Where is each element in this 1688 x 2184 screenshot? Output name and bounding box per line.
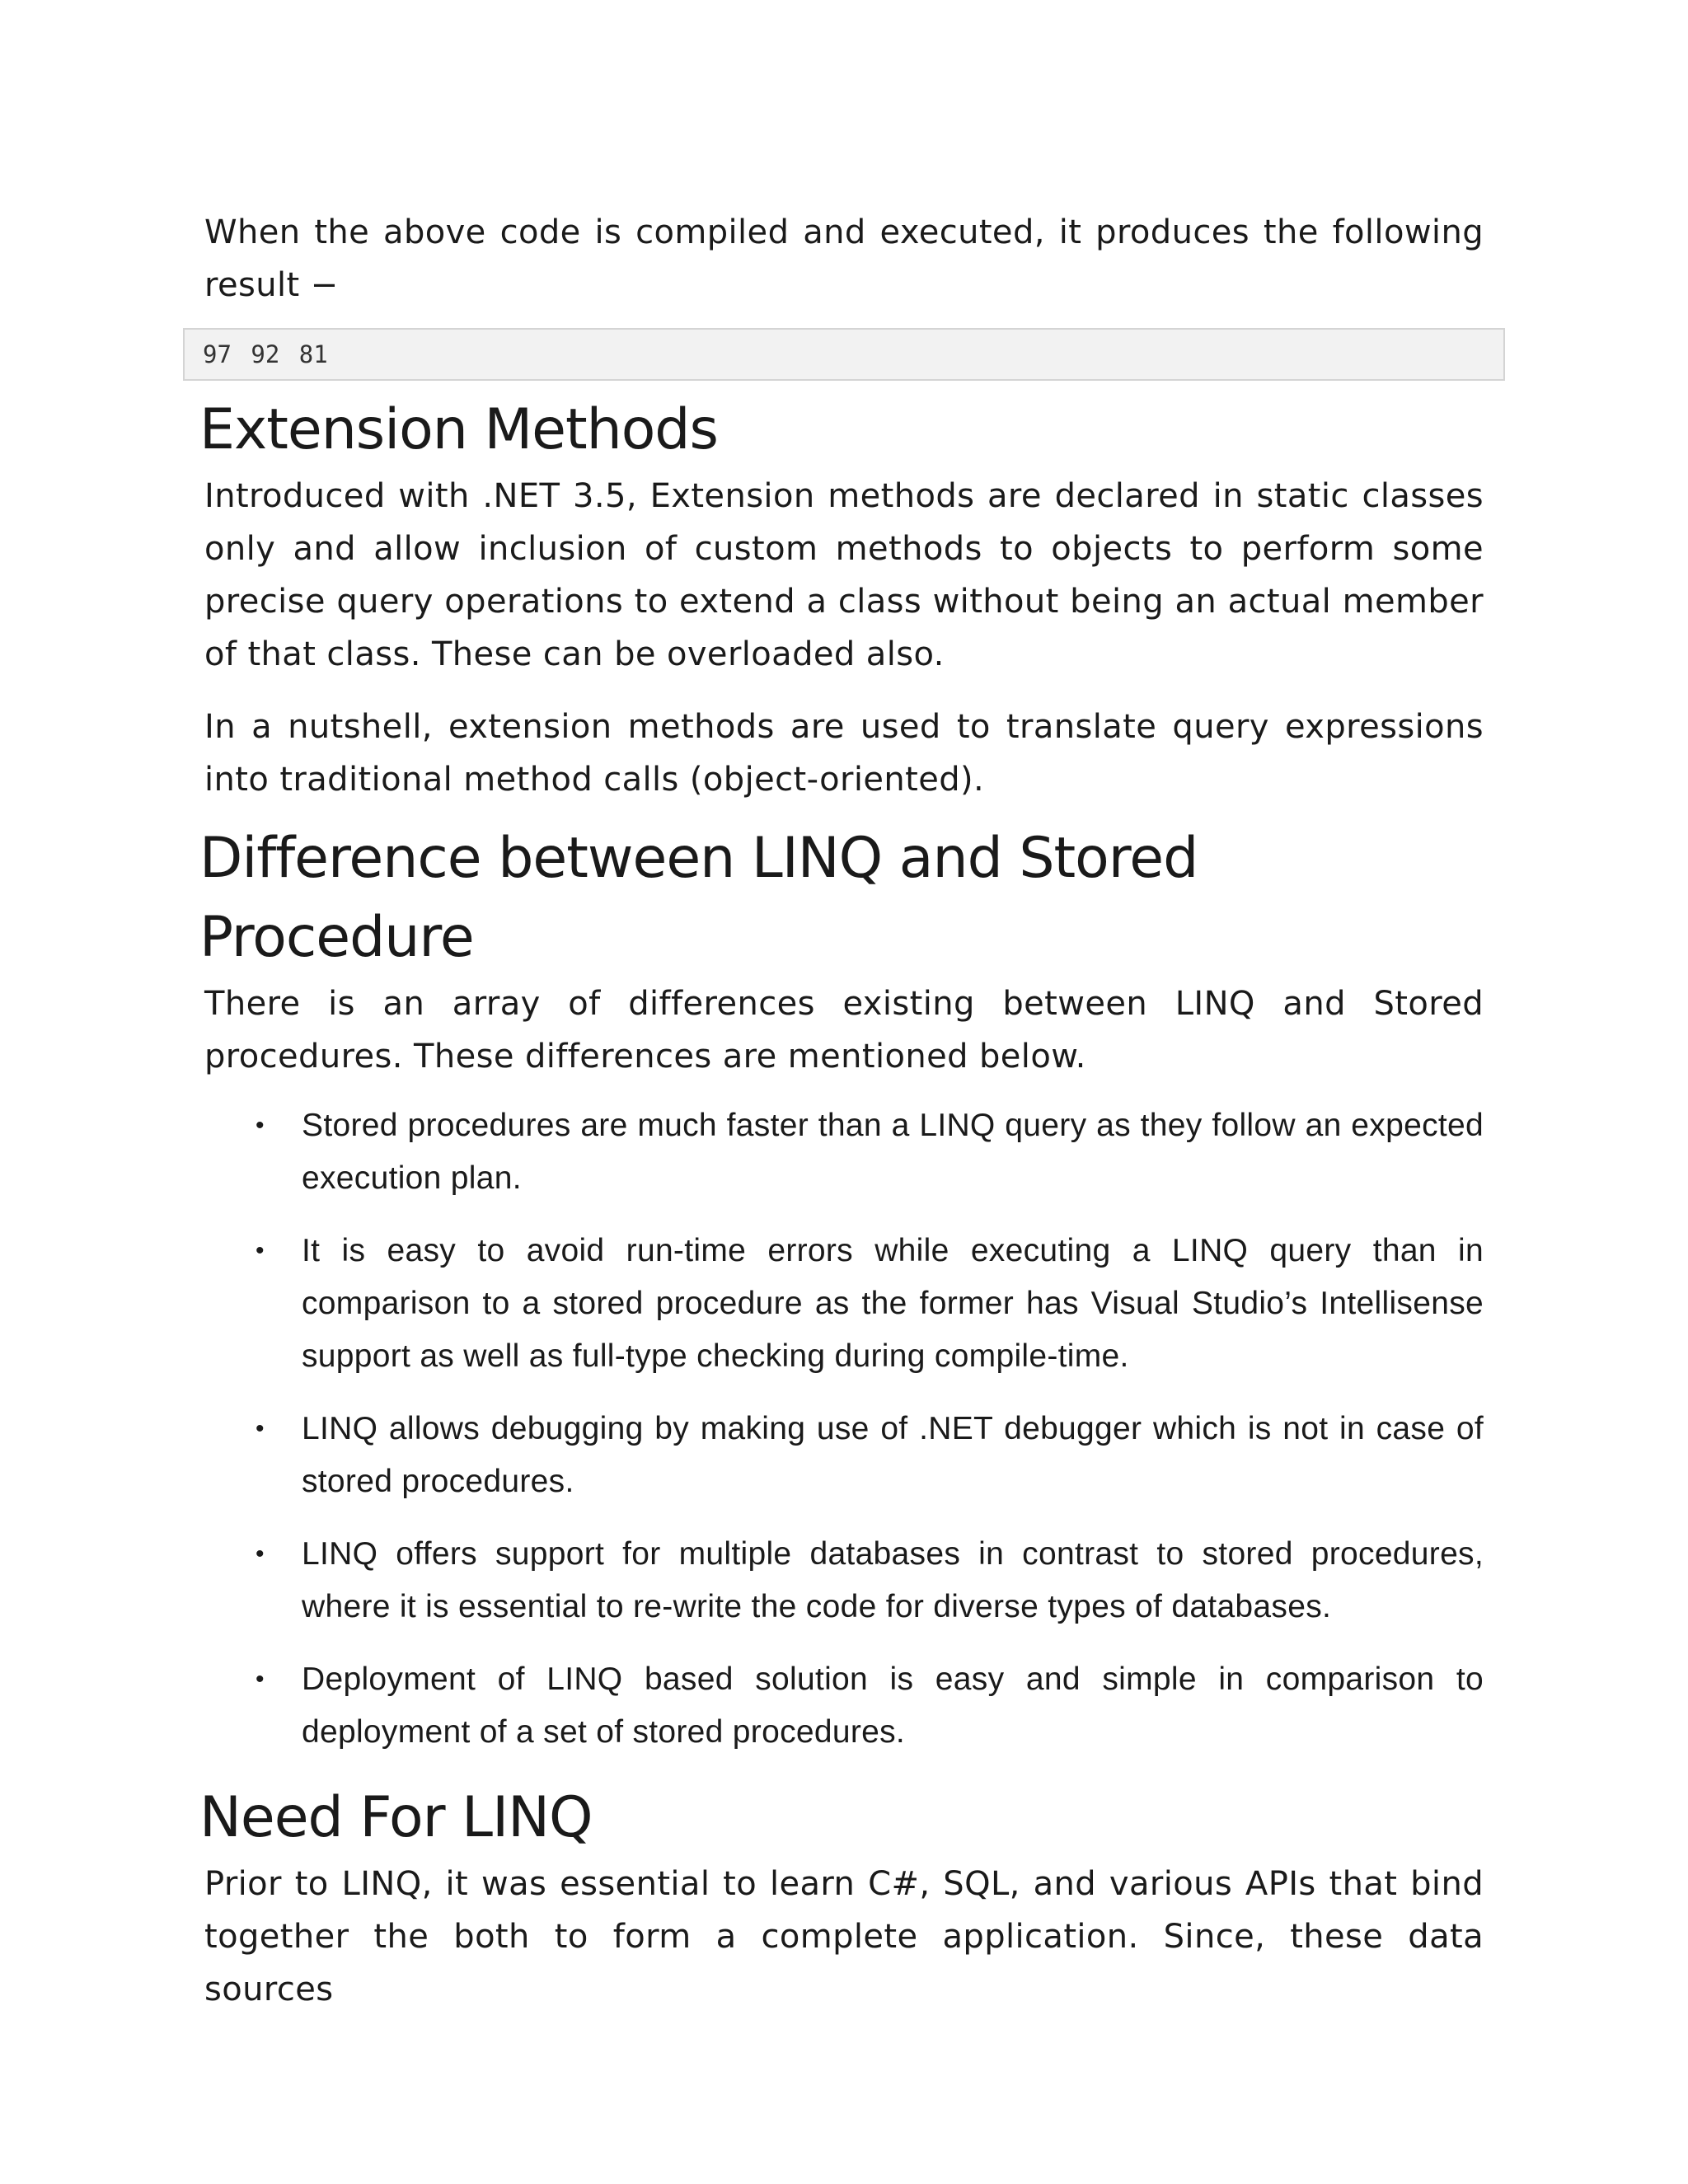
extension-methods-paragraph-1: Introduced with .NET 3.5, Extension methods are declared in static classes only and allow inclusion of custom methods to objects to perform some precise query operations to extend a class without being an actual member of that class. These can be overloaded also. (204, 477, 1484, 673)
difference-intro-paragraph: There is an array of differences existing between LINQ and Stored procedures. These differences are mentioned below. (204, 985, 1484, 1076)
list-item-text: LINQ offers support for multiple databases in contrast to stored procedures, where it is essential to re-write the code for diverse types of databases. (302, 1536, 1484, 1624)
bullet-icon: • (256, 1540, 265, 1568)
heading-need-for-linq: Need For LINQ (199, 1785, 593, 1850)
list-item-text: Deployment of LINQ based solution is easy and simple in comparison to deployment of a set of stored procedures. (302, 1661, 1484, 1750)
difference-bullet-list (204, 1099, 1484, 1759)
extension-methods-paragraph-2: In a nutshell, extension methods are used to translate query expressions into traditional method calls (object-oriented). (204, 708, 1484, 799)
list-item (204, 1653, 1484, 1759)
list-item-text: Stored procedures are much faster than a LINQ query as they follow an expected execution plan. (302, 1108, 1484, 1196)
code-output-box: 97 92 81 (183, 328, 1505, 381)
bullet-icon: • (256, 1112, 265, 1139)
list-item (204, 1403, 1484, 1508)
list-item (204, 1225, 1484, 1383)
heading-difference-linq-stored-procedure: Difference between LINQ and Stored Procedure (199, 826, 1198, 970)
need-for-linq-paragraph: Prior to LINQ, it was essential to learn C#, SQL, and various APIs that bind together the both to form a complete application. Since, these data sources (204, 1865, 1484, 2008)
list-item-text: LINQ allows debugging by making use of .NET debugger which is not in case of stored procedures. (302, 1411, 1484, 1499)
heading-extension-methods: Extension Methods (199, 397, 718, 462)
bullet-icon: • (256, 1666, 265, 1693)
result-intro-text: When the above code is compiled and executed, it produces the following result − (204, 213, 1484, 304)
list-item (204, 1528, 1484, 1633)
list-item-text: It is easy to avoid run-time errors while executing a LINQ query than in comparison to a stored procedure as the former has Visual Studio’s Intellisense support as well as full-type checking during compile-time. (302, 1233, 1484, 1374)
document-content (199, 206, 1484, 2016)
bullet-icon: • (256, 1415, 265, 1442)
bullet-icon: • (256, 1237, 265, 1264)
list-item (204, 1099, 1484, 1205)
